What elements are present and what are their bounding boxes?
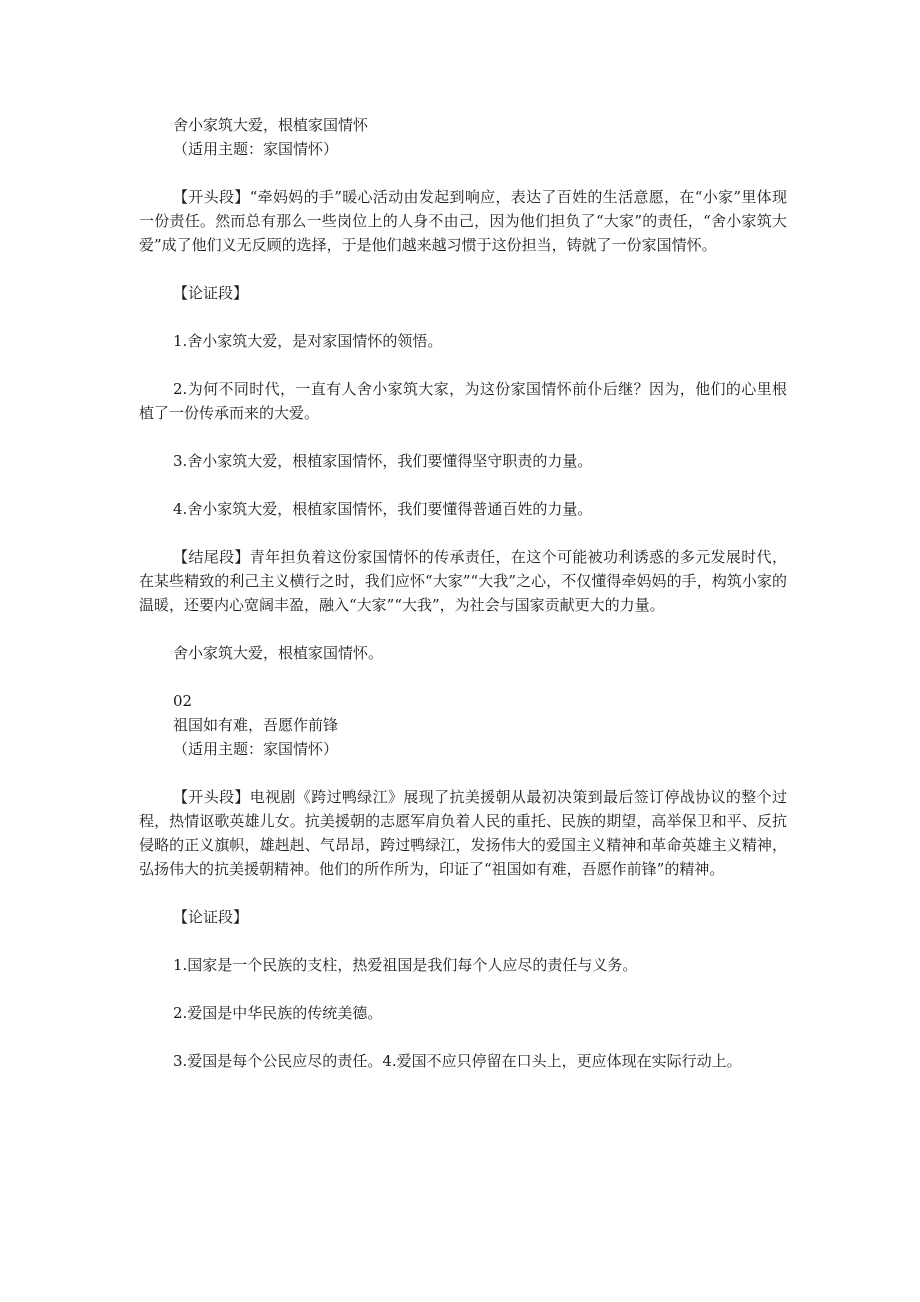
section2-argument-2: 2.爱国是中华民族的传统美德。 xyxy=(173,1004,383,1022)
section1-argument-3: 3.舍小家筑大爱，根植家国情怀，我们要懂得坚守职责的力量。 xyxy=(173,452,593,470)
section1-opening-paragraph: 【开头段】“牵妈妈的手”暖心活动由发起到响应，表达了百姓的生活意愿，在“小家”里体现一份责任。然而总有那么一些岗位上的人身不由己，因为他们担负了“大家”的责任，“舍小家筑大爱”成了他们义无反顾的选择，于是他们越来越习惯于这份担当，铸就了一份家国情怀。 xyxy=(139,188,787,254)
section1-closing-paragraph: 【结尾段】青年担负着这份家国情怀的传承责任，在这个可能被功利诱惑的多元发展时代，在某些精致的利己主义横行之时，我们应怀“大家”“大我”之心，不仅懂得牵妈妈的手，构筑小家的温暖，还要内心宽阔丰盈，融入“大家”“大我”，为社会与国家贡献更大的力量。 xyxy=(139,548,787,614)
section2-argument-header: 【论证段】 xyxy=(173,908,249,926)
section1-title: 舍小家筑大爱，根植家国情怀 xyxy=(173,116,369,134)
document-page xyxy=(139,113,787,1073)
section2-title: 祖国如有难，吾愿作前锋 xyxy=(173,716,339,734)
section1-argument-2: 2.为何不同时代，一直有人舍小家筑大家，为这份家国情怀前仆后继？因为，他们的心里根植了一份传承而来的大爱。 xyxy=(139,380,787,422)
section2-argument-3: 3.爱国是每个公民应尽的责任。4.爱国不应只停留在口头上，更应体现在实际行动上。 xyxy=(173,1052,742,1070)
section1-theme: （适用主题：家国情怀） xyxy=(173,140,339,158)
section1-argument-4: 4.舍小家筑大爱，根植家国情怀，我们要懂得普通百姓的力量。 xyxy=(173,500,593,518)
section1-argument-header: 【论证段】 xyxy=(173,284,249,302)
section2-number: 02 xyxy=(173,692,193,710)
section2-opening-paragraph: 【开头段】电视剧《跨过鸭绿江》展现了抗美援朝从最初决策到最后签订停战协议的整个过程，热情讴歌英雄儿女。抗美援朝的志愿军肩负着人民的重托、民族的期望，高举保卫和平、反抗侵略的正义旗帜，雄赳赳、气昂昂，跨过鸭绿江，发扬伟大的爱国主义精神和革命英雄主义精神，弘扬伟大的抗美援朝精神。他们的所作所为，印证了“祖国如有难，吾愿作前锋”的精神。 xyxy=(139,788,787,878)
section1-argument-1: 1.舍小家筑大爱，是对家国情怀的领悟。 xyxy=(173,332,443,350)
section2-argument-1: 1.国家是一个民族的支柱，热爱祖国是我们每个人应尽的责任与义务。 xyxy=(173,956,638,974)
section1-final-line: 舍小家筑大爱，根植家国情怀。 xyxy=(173,644,384,662)
section2-theme: （适用主题：家国情怀） xyxy=(173,740,339,758)
